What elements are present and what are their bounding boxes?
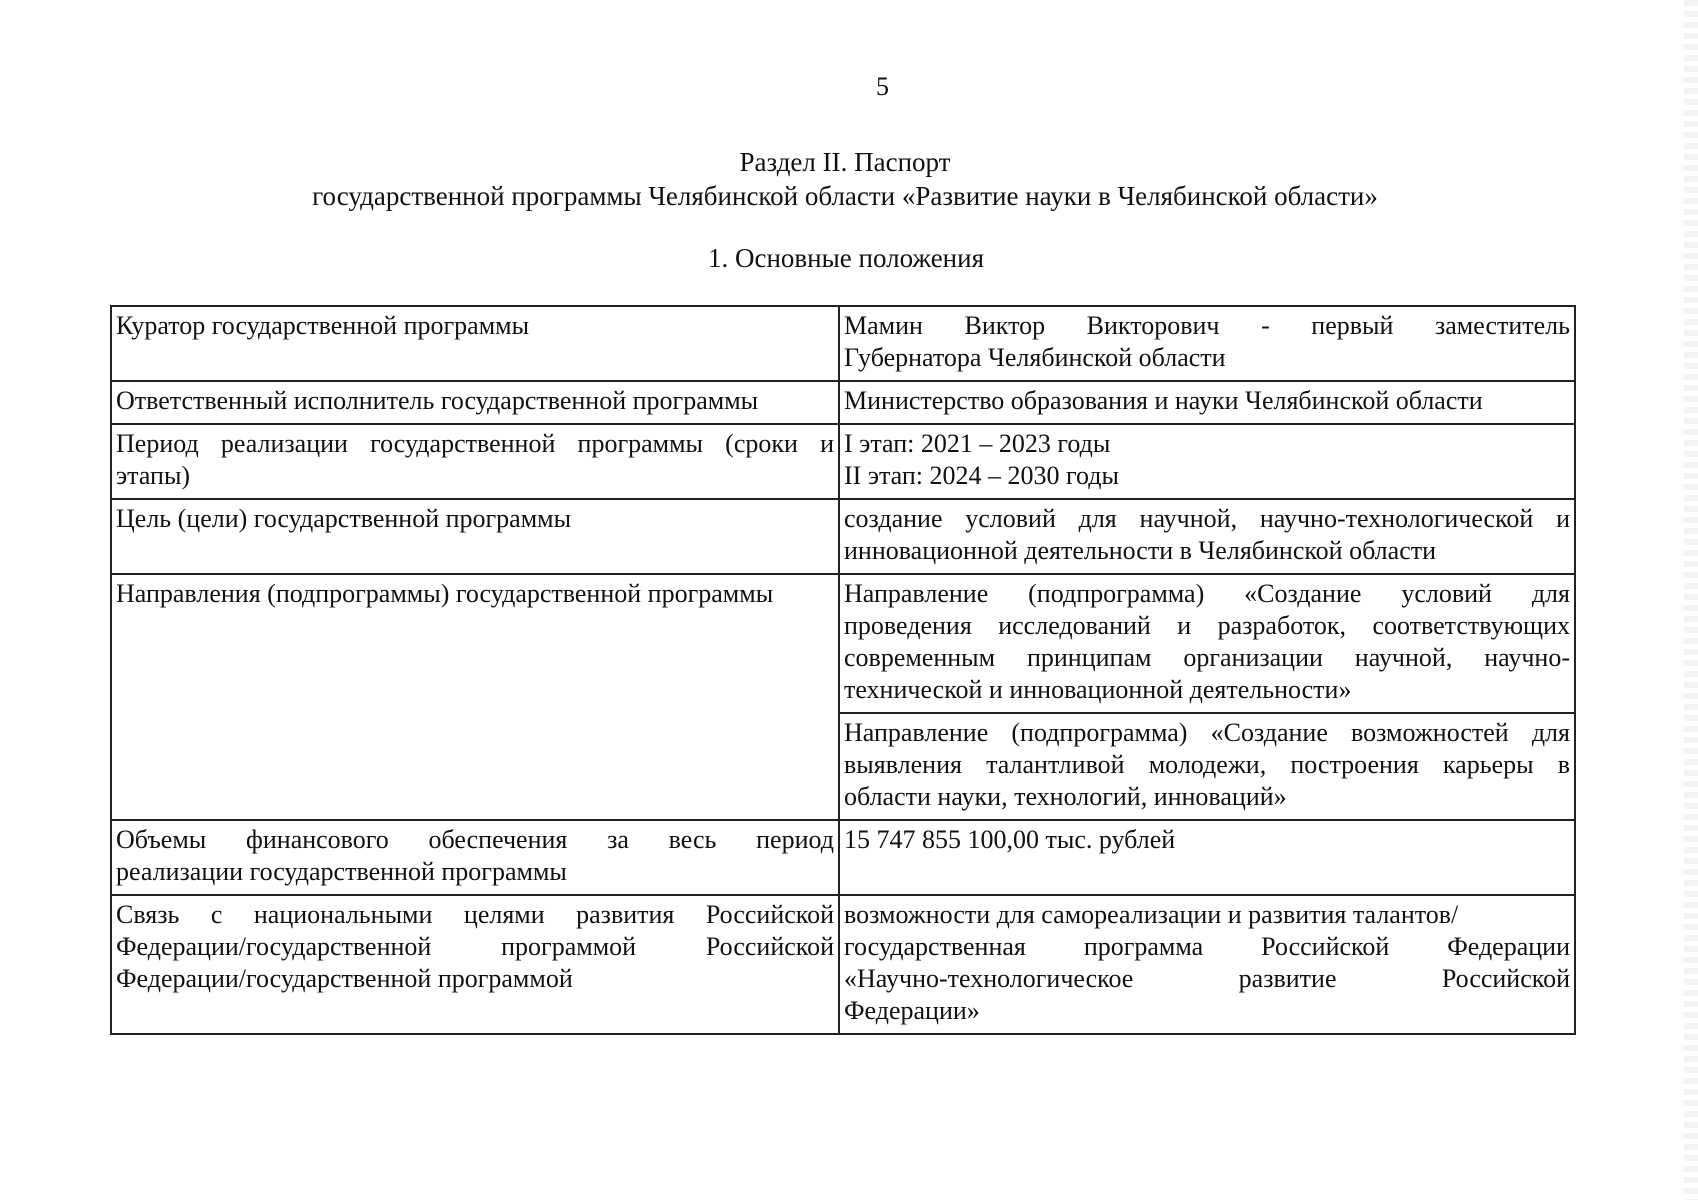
row-label: Связь с национальными целями развития Российской Федерации/государственной программой Российской Федерации/государственной программой xyxy=(111,895,839,1034)
row-value: Направление (подпрограмма) «Создание возможностей для выявления талантливой молодежи, построения карьеры в области науки, технологий, инноваций» xyxy=(839,713,1575,820)
table-row xyxy=(111,574,1575,713)
row-label: Ответственный исполнитель государственной программы xyxy=(111,381,839,424)
table-row xyxy=(111,424,1575,499)
table-row xyxy=(111,381,1575,424)
section-title-line-1: Раздел II. Паспорт xyxy=(739,147,951,177)
row-value: создание условий для научной, научно-технологической и инновационной деятельности в Челябинской области xyxy=(839,499,1575,574)
subsection-title: 1. Основные положения xyxy=(708,243,984,273)
section-title xyxy=(0,145,1690,213)
row-label: Куратор государственной программы xyxy=(111,306,839,381)
row-value: 15 747 855 100,00 тыс. рублей xyxy=(839,820,1575,895)
table-row xyxy=(111,895,1575,1034)
section-title-line-2: государственной программы Челябинской области «Развитие науки в Челябинской области» xyxy=(312,181,1378,211)
table-row xyxy=(111,820,1575,895)
row-label: Объемы финансового обеспечения за весь период реализации государственной программы xyxy=(111,820,839,895)
row-label: Цель (цели) государственной программы xyxy=(111,499,839,574)
row-value: I этап: 2021 – 2023 годы II этап: 2024 – 2030 годы xyxy=(839,424,1575,499)
table-row xyxy=(111,499,1575,574)
scan-edge-marks xyxy=(1684,0,1698,1200)
page-number: 5 xyxy=(876,72,889,101)
row-label: Период реализации государственной программы (сроки и этапы) xyxy=(111,424,839,499)
row-value: возможности для самореализации и развития талантов/ государственная программа Российской Федерации «Научно-технологическое развитие Российской Федерации» xyxy=(839,895,1575,1034)
row-value: Направление (подпрограмма) «Создание условий для проведения исследований и разработок, соответствующих современным принципам организации научной, научно- технической и инновационной деятельности» xyxy=(839,574,1575,713)
row-value: Министерство образования и науки Челябинской области xyxy=(839,381,1575,424)
row-value: Мамин Виктор Викторович - первый заместитель Губернатора Челябинской области xyxy=(839,306,1575,381)
row-label: Направления (подпрограммы) государственной программы xyxy=(111,574,839,820)
passport-table xyxy=(110,305,1576,1035)
table-row xyxy=(111,306,1575,381)
